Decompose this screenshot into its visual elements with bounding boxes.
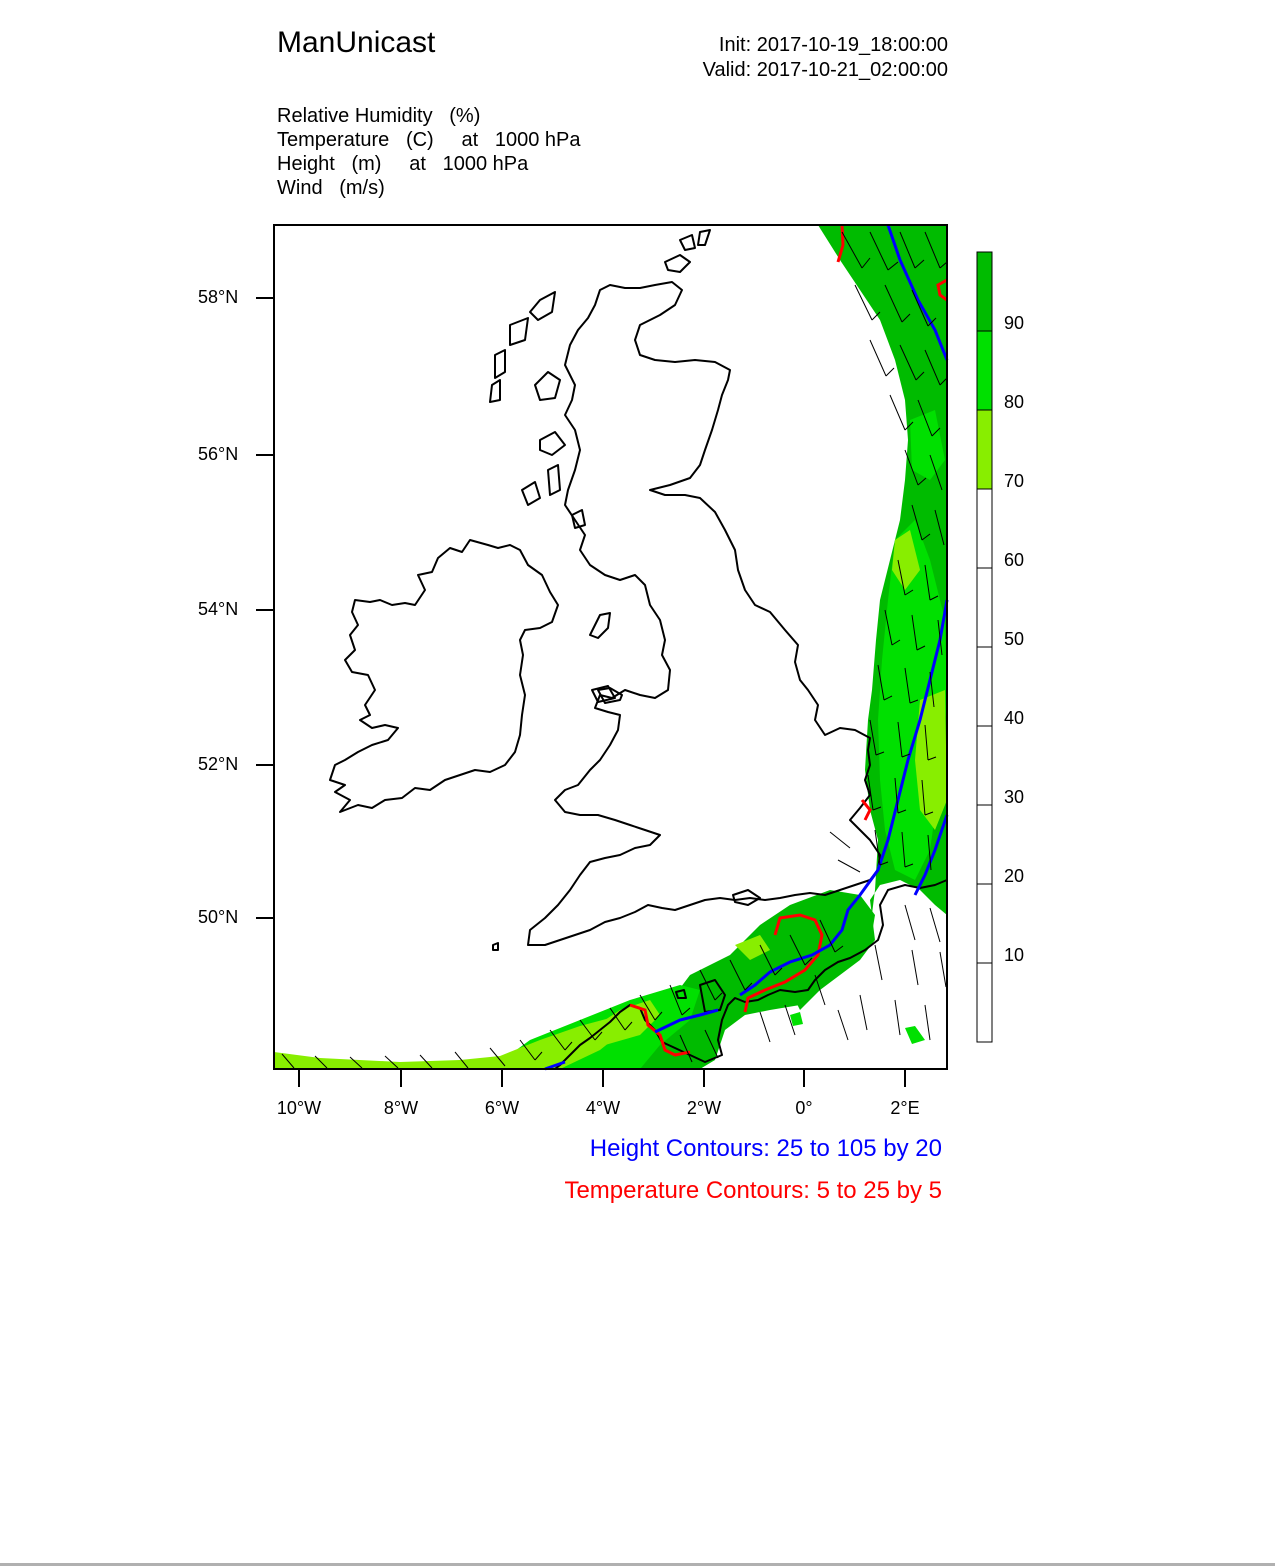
coast-jura: [548, 465, 560, 495]
colorbar-bin-10-20: [977, 884, 992, 963]
colorbar-bin-30-40: [977, 726, 992, 805]
lon-label-4w: 4°W: [585, 1098, 621, 1118]
coast-isle-of-man: [590, 613, 610, 638]
colorbar-bin-0-10: [977, 963, 992, 1042]
colorbar-bin-20-30: [977, 805, 992, 884]
colorbar-bin-90-100: [977, 252, 992, 331]
rh-shading: [274, 225, 947, 1069]
colorbar-label-90: 90: [1004, 313, 1025, 333]
lon-label-2w: 2°W: [686, 1098, 722, 1118]
coast-orkney: [665, 255, 690, 272]
lat-label-54n: 54°N: [198, 599, 239, 619]
rh-patch-3: [790, 1012, 803, 1026]
colorbar-bin-50-60: [977, 568, 992, 647]
colorbar-bin-40-50: [977, 647, 992, 726]
rh-patch-2: [905, 1026, 925, 1044]
coast-ireland: [330, 540, 558, 812]
lon-label-2e: 2°E: [890, 1098, 920, 1118]
colorbar-label-50: 50: [1004, 629, 1025, 649]
coast-western-isles-3: [495, 350, 505, 378]
lon-label-8w: 8°W: [383, 1098, 419, 1118]
init-time: Init: 2017-10-19_18:00:00: [718, 34, 948, 56]
colorbar: [977, 252, 992, 1042]
colorbar-bin-70-80: [977, 410, 992, 489]
lon-ticks: [299, 1069, 905, 1087]
temp-contour-east: [862, 800, 870, 820]
colorbar-label-40: 40: [1004, 708, 1025, 728]
coast-western-isles-2: [510, 318, 528, 345]
chart-title: ManUnicast: [277, 26, 436, 59]
variable-wind: Wind (m/s): [277, 177, 385, 199]
colorbar-label-60: 60: [1004, 550, 1025, 570]
lat-label-56n: 56°N: [198, 444, 239, 464]
colorbar-bin-60-70: [977, 489, 992, 568]
coast-mull: [540, 432, 565, 455]
colorbar-label-30: 30: [1004, 787, 1025, 807]
temperature-contours-legend: Temperature Contours: 5 to 25 by 5: [564, 1177, 942, 1204]
lon-label-10w: 10°W: [276, 1098, 322, 1118]
coast-scilly: [493, 943, 498, 950]
colorbar-label-80: 80: [1004, 392, 1025, 412]
lon-label-0: 0°: [795, 1098, 813, 1118]
variable-rh: Relative Humidity (%): [277, 105, 481, 127]
lat-label-52n: 52°N: [198, 754, 239, 774]
coast-islay: [522, 482, 540, 505]
variable-temperature: Temperature (C) at 1000 hPa: [277, 129, 581, 151]
lat-label-50n: 50°N: [198, 907, 239, 927]
coast-western-isles-1: [530, 292, 555, 320]
coast-shetland: [698, 230, 710, 245]
lat-ticks: [256, 298, 274, 918]
coast-skye: [535, 372, 560, 400]
coast-great-britain: [528, 282, 880, 945]
colorbar-label-70: 70: [1004, 471, 1025, 491]
coast-western-isles-4: [490, 380, 500, 402]
colorbar-label-10: 10: [1004, 945, 1025, 965]
variable-height: Height (m) at 1000 hPa: [277, 153, 529, 175]
lon-label-6w: 6°W: [484, 1098, 520, 1118]
colorbar-label-20: 20: [1004, 866, 1025, 886]
colorbar-bin-80-90: [977, 331, 992, 410]
valid-time: Valid: 2017-10-21_02:00:00: [702, 59, 948, 81]
coast-orkney-2: [680, 235, 695, 250]
lat-label-58n: 58°N: [198, 287, 239, 307]
height-contours-legend: Height Contours: 25 to 105 by 20: [589, 1135, 942, 1162]
